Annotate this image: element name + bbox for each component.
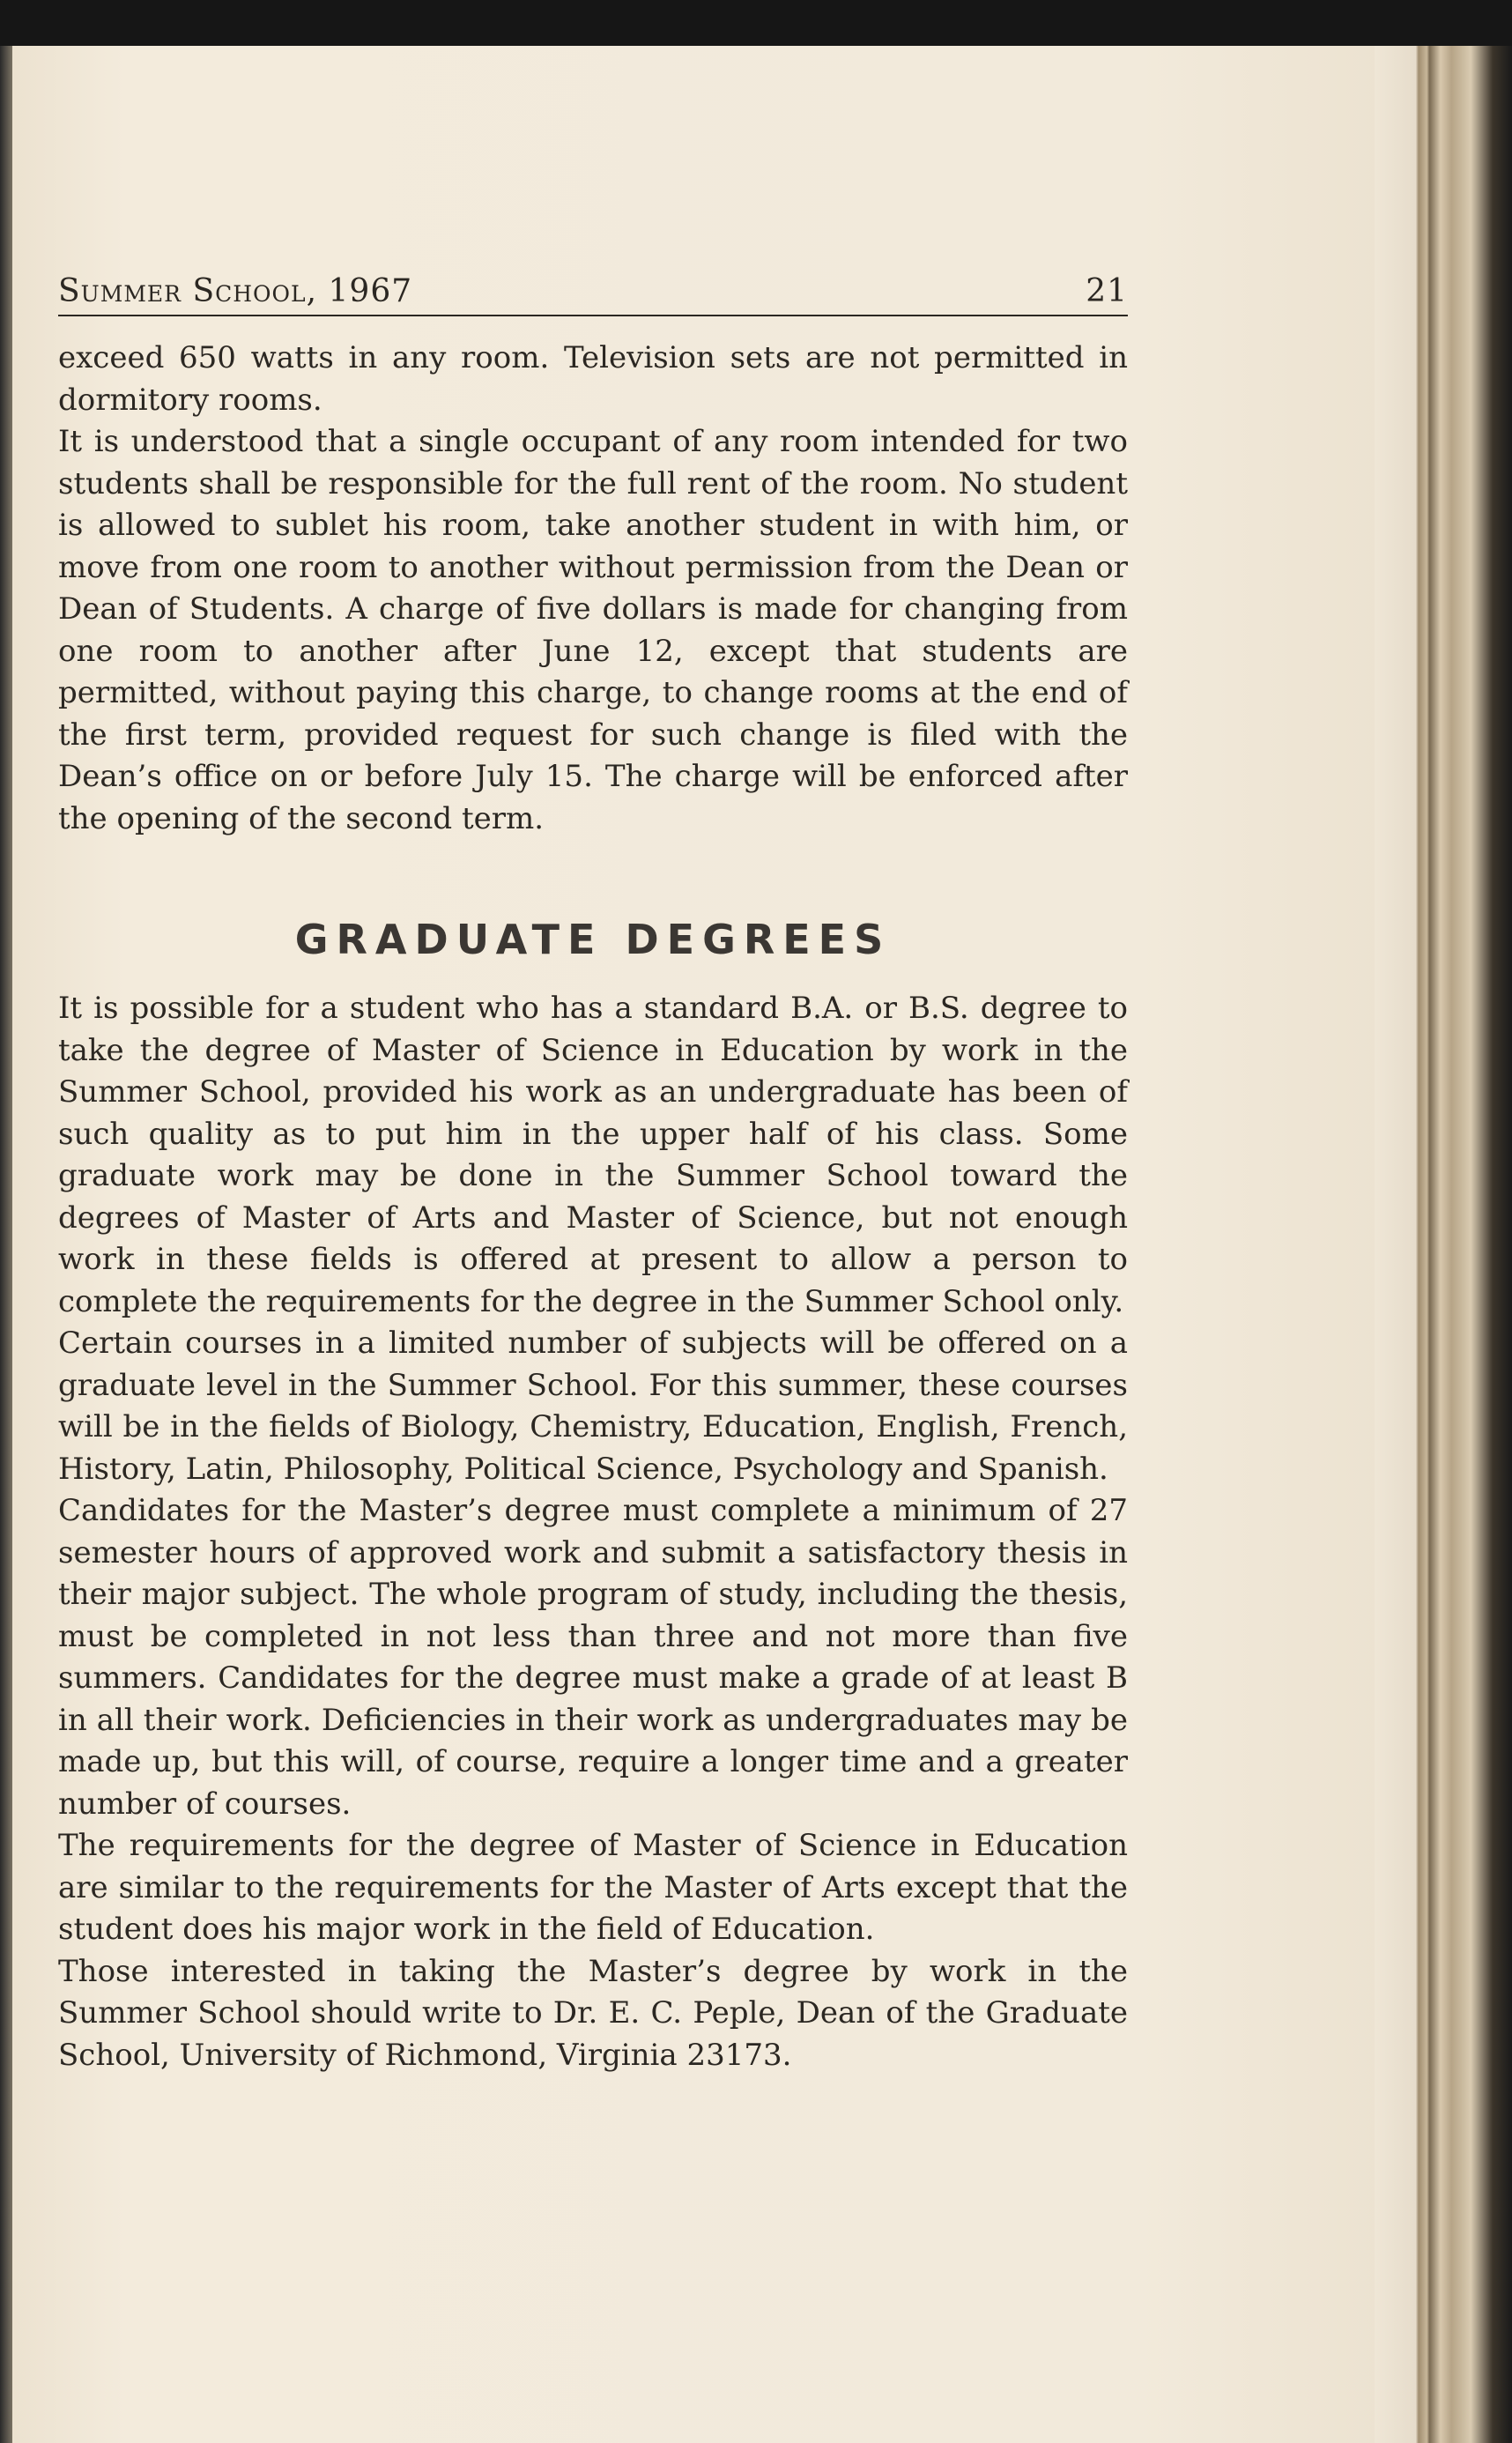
running-head-title: Summer School, 1967	[58, 273, 413, 309]
paragraph: The requirements for the degree of Master of Science in Education are similar to the requirements for the Master of Arts except that the student does his major work in the field of Education.	[58, 1828, 1128, 1947]
housing-rules-text	[58, 338, 1128, 840]
paragraph: It is possible for a student who has a standard B.A. or B.S. degree to take the degree of Master of Science in Education by work in the Summer School, provided his work as an undergraduate has been of such quality as to put him in the upper half of his class. Some graduate work may be done in the Summer School toward the degrees of Master of Arts and Master of Science, but not enough work in these fields is offered at present to allow a person to complete the requirements for the degree in the Summer School only.	[58, 991, 1128, 1319]
running-head	[58, 273, 1128, 316]
section-heading: GRADUATE DEGREES	[294, 916, 892, 963]
scan-top-border	[0, 0, 1512, 46]
graduate-degrees-text	[58, 988, 1128, 2076]
paragraph: exceed 650 watts in any room. Television sets are not permitted in dormitory rooms.	[58, 340, 1128, 418]
paragraph: Certain courses in a limited number of subjects will be offered on a graduate level in the Summer School. For this summer, these courses will be in the fields of Biology, Chemistry, Education, English, French, History, Latin, Philosophy, Political Science, Psychology and Spanish.	[58, 1325, 1128, 1487]
paragraph: It is understood that a single occupant of any room intended for two students shall be responsible for the full rent of the room. No student is allowed to sublet his room, take another student in with him, or move from one room to another without permission from the Dean or Dean of Students. A charge of five dollars is made for changing from one room to another after June 12, except that students are permitted, without paying this charge, to change rooms at the end of the first term, provided request for such change is filed with the Dean’s office on or before July 15. The charge will be enforced after the opening of the second term.	[58, 424, 1128, 836]
page-number: 21	[1086, 273, 1128, 309]
paragraph: Candidates for the Master’s degree must complete a minimum of 27 semester hours of approved work and submit a satisfactory thesis in their major subject. The whole program of study, including the thesis, must be completed in not less than three and not more than five summers. Candidates for the degree must make a grade of at least B in all their work. Deficiencies in their work as undergraduates may be made up, but this will, of course, require a longer time and a greater number of courses.	[58, 1493, 1128, 1822]
page-edges	[1375, 46, 1512, 2443]
binding-shadow	[0, 46, 12, 2443]
page-content	[58, 273, 1128, 2076]
paragraph: Those interested in taking the Master’s degree by work in the Summer School should write to Dr. E. C. Peple, Dean of the Graduate School, University of Richmond, Virginia 23173.	[58, 1953, 1128, 2073]
